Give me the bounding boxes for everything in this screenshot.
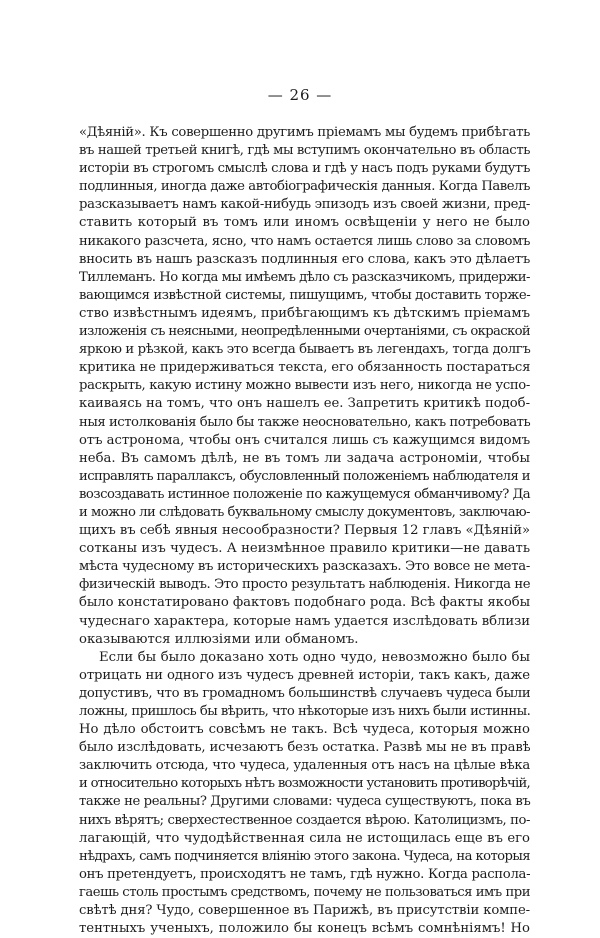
text-line: разсказываетъ намъ какой-нибудь эпизодъ изъ своей жизни, пред- [79, 197, 531, 213]
text-line: ложны, пришлось бы вѣрить, что нѣкоторые изъ нихъ были истинны. [79, 704, 531, 719]
text-line: исторіи въ строгомъ смыслѣ слова и гдѣ у насъ подъ руками будутъ [79, 161, 531, 177]
text-line: «Дѣяній». Къ совершенно другимъ пріемамъ мы будемъ прибѣгать [79, 125, 530, 140]
text-line: чудеснаго характера, которые намъ удается изслѣдовать вблизи [79, 613, 530, 629]
text-line: и можно ли слѣдовать буквальному смыслу документовъ, заключаю- [79, 504, 530, 520]
text-line: изложенія съ неясными, неопредѣленными очертаніями, съ окраской [79, 324, 530, 340]
text-line: лагающій, что чудодѣйственная сила не истощилась еще въ его [79, 830, 530, 846]
text-line: и относительно которыхъ нѣтъ возможности установить противорѣчій, [79, 776, 530, 792]
text-line: нѣдрахъ, самъ подчиняется вліянію этого закона. Чудеса, на которыя [79, 848, 530, 864]
text-line: ныя истолкованія было бы также неосновательно, какъ потребовать [79, 414, 531, 430]
text-line: онъ претендуетъ, происходятъ не тамъ, гдѣ нужно. Когда распола- [79, 866, 531, 882]
text-line: физическій выводъ. Это просто результатъ наблюденія. Никогда не [79, 577, 531, 593]
text-line: исправлять параллаксъ, обусловленный положеніемъ наблюдателя и [79, 468, 530, 484]
text-line: оказываются иллюзіями или обманомъ. [79, 631, 359, 647]
text-line: мѣста чудесному въ историческихъ разсказахъ. Это вовсе не мета- [79, 559, 530, 575]
text-line: было констатировано фактовъ подобнаго рода. Всѣ факты якобы [79, 595, 530, 611]
text-line: Но дѣло обстоитъ совсѣмъ не такъ. Всѣ чудеса, которыя можно [79, 722, 530, 738]
text-line: вносить въ нашъ разсказъ подлинныя его слова, какъ это дѣлаетъ [79, 251, 530, 267]
text-line: тентныхъ ученыхъ, положило бы конецъ всѣмъ сомнѣніямъ! Но [79, 921, 530, 937]
text-line: свѣтѣ дня? Чудо, совершенное въ Парижѣ, въ присутствіи компе- [79, 903, 530, 919]
paragraph-1 [79, 124, 530, 649]
text-line: нихъ вѣрятъ; сверхестественное создается вѣрою. Католицизмъ, по- [79, 812, 530, 828]
text-line: заключить отсюда, что чудеса, удаленныя отъ насъ на цѣлые вѣка [79, 758, 530, 774]
text-line: критика не придерживаться текста, его обязанность постараться [79, 360, 531, 376]
text-line: было изслѣдовать, исчезаютъ безъ остатка. Развѣ мы не въ правѣ [79, 740, 531, 756]
text-line: допустивъ, что въ громадномъ большинствѣ случаевъ чудеса были [79, 685, 531, 701]
paragraph-2 [79, 649, 530, 938]
text-line: отъ астронома, чтобы онъ считался лишь съ кажущимся видомъ [79, 432, 531, 448]
text-line: сотканы изъ чудесъ. А неизмѣнное правило критики—не давать [79, 541, 530, 557]
text-line: вающимся извѣстной системы, пишущимъ, чтобы доставить торже- [79, 287, 531, 303]
text-line: Если бы было доказано хоть одно чудо, невозможно было бы [99, 649, 530, 665]
text-line: также не реальны? Другими словами: чудеса существуютъ, пока въ [79, 794, 531, 810]
text-line: возсоздавать истинное положеніе по кажущемуся обманчивому? Да [79, 486, 531, 502]
text-line: въ нашей третьей книгѣ, гдѣ мы вступимъ окончательно въ область [79, 143, 531, 159]
text-line: яркою и рѣзкой, какъ это всегда бываетъ въ легендахъ, тогда долгъ [79, 342, 531, 358]
body-text [79, 124, 530, 938]
text-line: неба. Въ самомъ дѣлѣ, не въ томъ ли задача астрономіи, чтобы [79, 450, 530, 466]
text-line: никакого разсчета, ясно, что намъ остается лишь слово за словомъ [79, 233, 530, 249]
text-line: отрицать ни одного изъ чудесъ древней исторіи, такъ какъ, даже [79, 667, 530, 683]
text-line: каиваясь на томъ, что онъ нашелъ ее. Запретить критикѣ подоб- [79, 396, 530, 412]
text-line: ставить который въ томъ или иномъ освѣщеніи у него не было [79, 215, 530, 231]
text-line: раскрыть, какую истину можно вывести изъ него, никогда не успо- [79, 378, 530, 394]
text-line: подлинныя, иногда даже автобіографическія данныя. Когда Павелъ [79, 179, 530, 195]
page-number-header: — 26 — [267, 86, 333, 104]
text-line: ство извѣстнымъ идеямъ, прибѣгающимъ къ дѣтскимъ пріемамъ [79, 305, 530, 321]
text-line: гаешь столь простымъ средствомъ, почему не пользоваться имъ при [79, 884, 530, 900]
text-line: Тиллеманъ. Но когда мы имѣемъ дѣло съ разсказчикомъ, придержи- [79, 269, 530, 285]
text-line: щихъ въ себѣ явныя несообразности? Первыя 12 главъ «Дѣяній» [79, 523, 530, 539]
